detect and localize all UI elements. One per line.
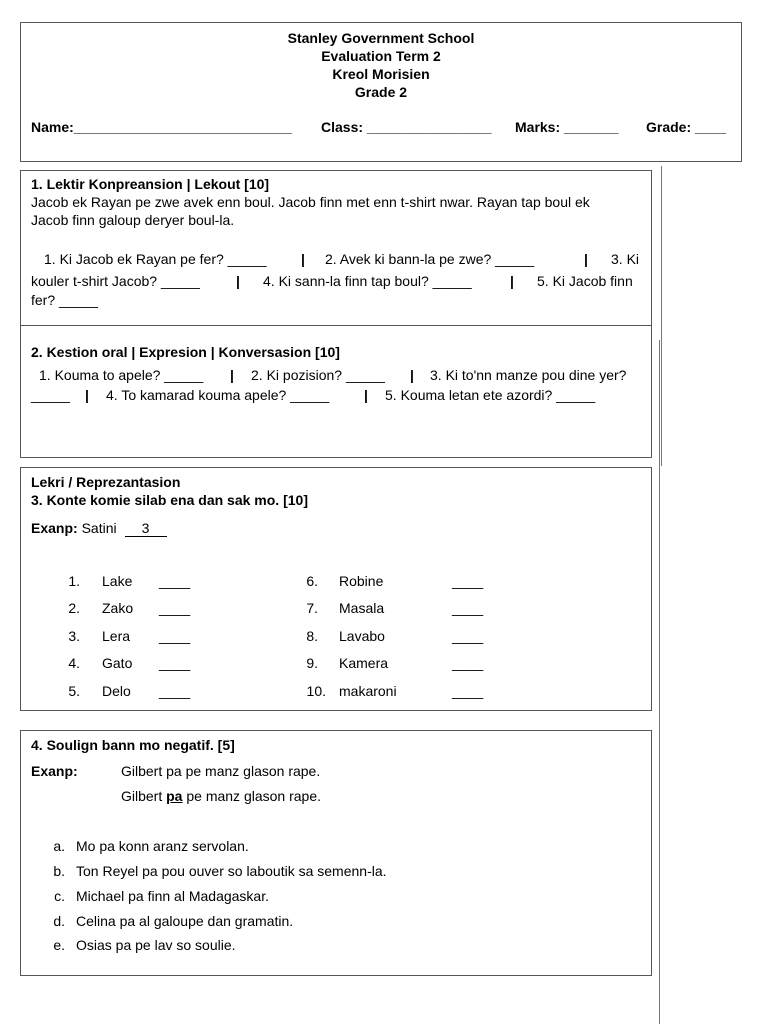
- item-letter: c.: [54, 888, 65, 904]
- section-2-question: 2. Ki pozision? _____: [251, 367, 385, 383]
- underlined-word: pa: [166, 788, 183, 804]
- section-1-question: 3. Ki: [611, 251, 640, 267]
- answer-blank[interactable]: ____: [159, 683, 191, 699]
- item-letter: a.: [53, 838, 65, 854]
- section-1-question: fer? _____: [31, 292, 98, 308]
- section-1-question: 1. Ki Jacob ek Rayan pe fer? _____: [44, 251, 267, 267]
- item-number: 9.: [306, 655, 318, 671]
- student-fields: [31, 119, 731, 139]
- example-pre: Gilbert: [121, 788, 167, 804]
- item-word: Robine: [339, 573, 384, 589]
- sentence-item[interactable]: Ton Reyel pa pou ouver so laboutik sa semenn-la.: [76, 863, 387, 879]
- example-label: Exanp:: [31, 763, 78, 779]
- name-field[interactable]: Name:____________________________: [31, 119, 292, 135]
- item-word: Lavabo: [339, 628, 385, 644]
- section-1-text-line: Jacob ek Rayan pe zwe avek enn boul. Jacob finn met enn t-shirt nwar. Rayan tap boul ek: [31, 194, 590, 210]
- item-word: Delo: [102, 683, 131, 699]
- example-post: pe manz glason rape.: [182, 788, 321, 804]
- item-number: 2.: [68, 600, 80, 616]
- item-word: Gato: [102, 655, 133, 671]
- item-letter: b.: [53, 863, 65, 879]
- item-word: makaroni: [339, 683, 397, 699]
- term-title: Evaluation Term 2: [321, 48, 441, 64]
- section-2-question: 5. Kouma letan ete azordi? _____: [385, 387, 596, 403]
- item-number: 10.: [306, 683, 326, 699]
- item-word: Lake: [102, 573, 133, 589]
- separator: |: [410, 367, 414, 383]
- item-number: 1.: [68, 573, 80, 589]
- answer-blank[interactable]: ____: [159, 655, 191, 671]
- margin-line: [659, 340, 660, 1024]
- section-3-example: [31, 519, 167, 538]
- section-1-question: 2. Avek ki bann-la pe zwe? _____: [325, 251, 535, 267]
- grade-field[interactable]: Grade: ____: [646, 119, 727, 135]
- answer-blank[interactable]: ____: [159, 600, 191, 616]
- section-2-question: 4. To kamarad kouma apele? _____: [106, 387, 330, 403]
- class-field[interactable]: Class: ________________: [321, 119, 492, 135]
- answer-blank[interactable]: ____: [452, 600, 484, 616]
- section-2-question: _____: [31, 387, 70, 403]
- answer-blank[interactable]: ____: [452, 655, 484, 671]
- section-2-title: 2. Kestion oral | Expresion | Konversasion [10]: [31, 344, 340, 360]
- marks-field[interactable]: Marks: _______: [515, 119, 619, 135]
- section-2-question: 3. Ki to'nn manze pou dine yer?: [430, 367, 627, 383]
- item-letter: e.: [53, 937, 65, 953]
- section-1-question: 4. Ki sann-la finn tap boul? _____: [263, 273, 472, 289]
- separator: |: [364, 387, 368, 403]
- item-number: 4.: [68, 655, 80, 671]
- section-divider: [20, 325, 652, 326]
- section-1-title: 1. Lektir Konpreansion | Lekout [10]: [31, 176, 270, 192]
- sentence-item[interactable]: Mo pa konn aranz servolan.: [76, 838, 249, 854]
- subject-title: Kreol Morisien: [332, 66, 430, 82]
- item-number: 5.: [68, 683, 80, 699]
- answer-blank[interactable]: ____: [452, 628, 484, 644]
- section-1-question: 5. Ki Jacob finn: [537, 273, 633, 289]
- answer-blank[interactable]: ____: [452, 573, 484, 589]
- separator: |: [230, 367, 234, 383]
- item-word: Zako: [102, 600, 134, 616]
- school-name: Stanley Government School: [287, 30, 475, 46]
- separator: |: [510, 273, 514, 289]
- item-number: 7.: [306, 600, 318, 616]
- example-word: Satini: [81, 520, 117, 536]
- section-2-question: 1. Kouma to apele? _____: [39, 367, 204, 383]
- example-label: Exanp:: [31, 520, 78, 536]
- item-letter: d.: [53, 913, 65, 929]
- separator: |: [584, 251, 588, 267]
- example-answer: 3: [125, 521, 167, 537]
- header-box: [20, 22, 742, 162]
- section-4-title: 4. Soulign bann mo negatif. [5]: [31, 737, 235, 753]
- item-number: 3.: [68, 628, 80, 644]
- margin-line: [661, 166, 662, 466]
- item-word: Masala: [339, 600, 385, 616]
- answer-blank[interactable]: ____: [452, 683, 484, 699]
- separator: |: [85, 387, 89, 403]
- answer-blank[interactable]: ____: [159, 628, 191, 644]
- sentence-item[interactable]: Celina pa al galoupe dan gramatin.: [76, 913, 294, 929]
- section-1-question: kouler t-shirt Jacob? _____: [31, 273, 200, 289]
- separator: |: [301, 251, 305, 267]
- grade-title: Grade 2: [354, 84, 408, 100]
- section-3-title: 3. Konte komie silab ena dan sak mo. [10]: [31, 492, 308, 508]
- section-3-heading: Lekri / Reprezantasion: [31, 474, 181, 490]
- example-sentence-underlined: [121, 788, 321, 804]
- example-sentence: Gilbert pa pe manz glason rape.: [121, 763, 321, 779]
- separator: |: [236, 273, 240, 289]
- sentence-item[interactable]: Michael pa finn al Madagaskar.: [76, 888, 269, 904]
- item-word: Kamera: [339, 655, 389, 671]
- answer-blank[interactable]: ____: [159, 573, 191, 589]
- item-word: Lera: [102, 628, 131, 644]
- item-number: 6.: [306, 573, 318, 589]
- item-number: 8.: [306, 628, 318, 644]
- sentence-item[interactable]: Osias pa pe lav so soulie.: [76, 937, 236, 953]
- section-1-text-line: Jacob finn galoup deryer boul-la.: [31, 212, 235, 228]
